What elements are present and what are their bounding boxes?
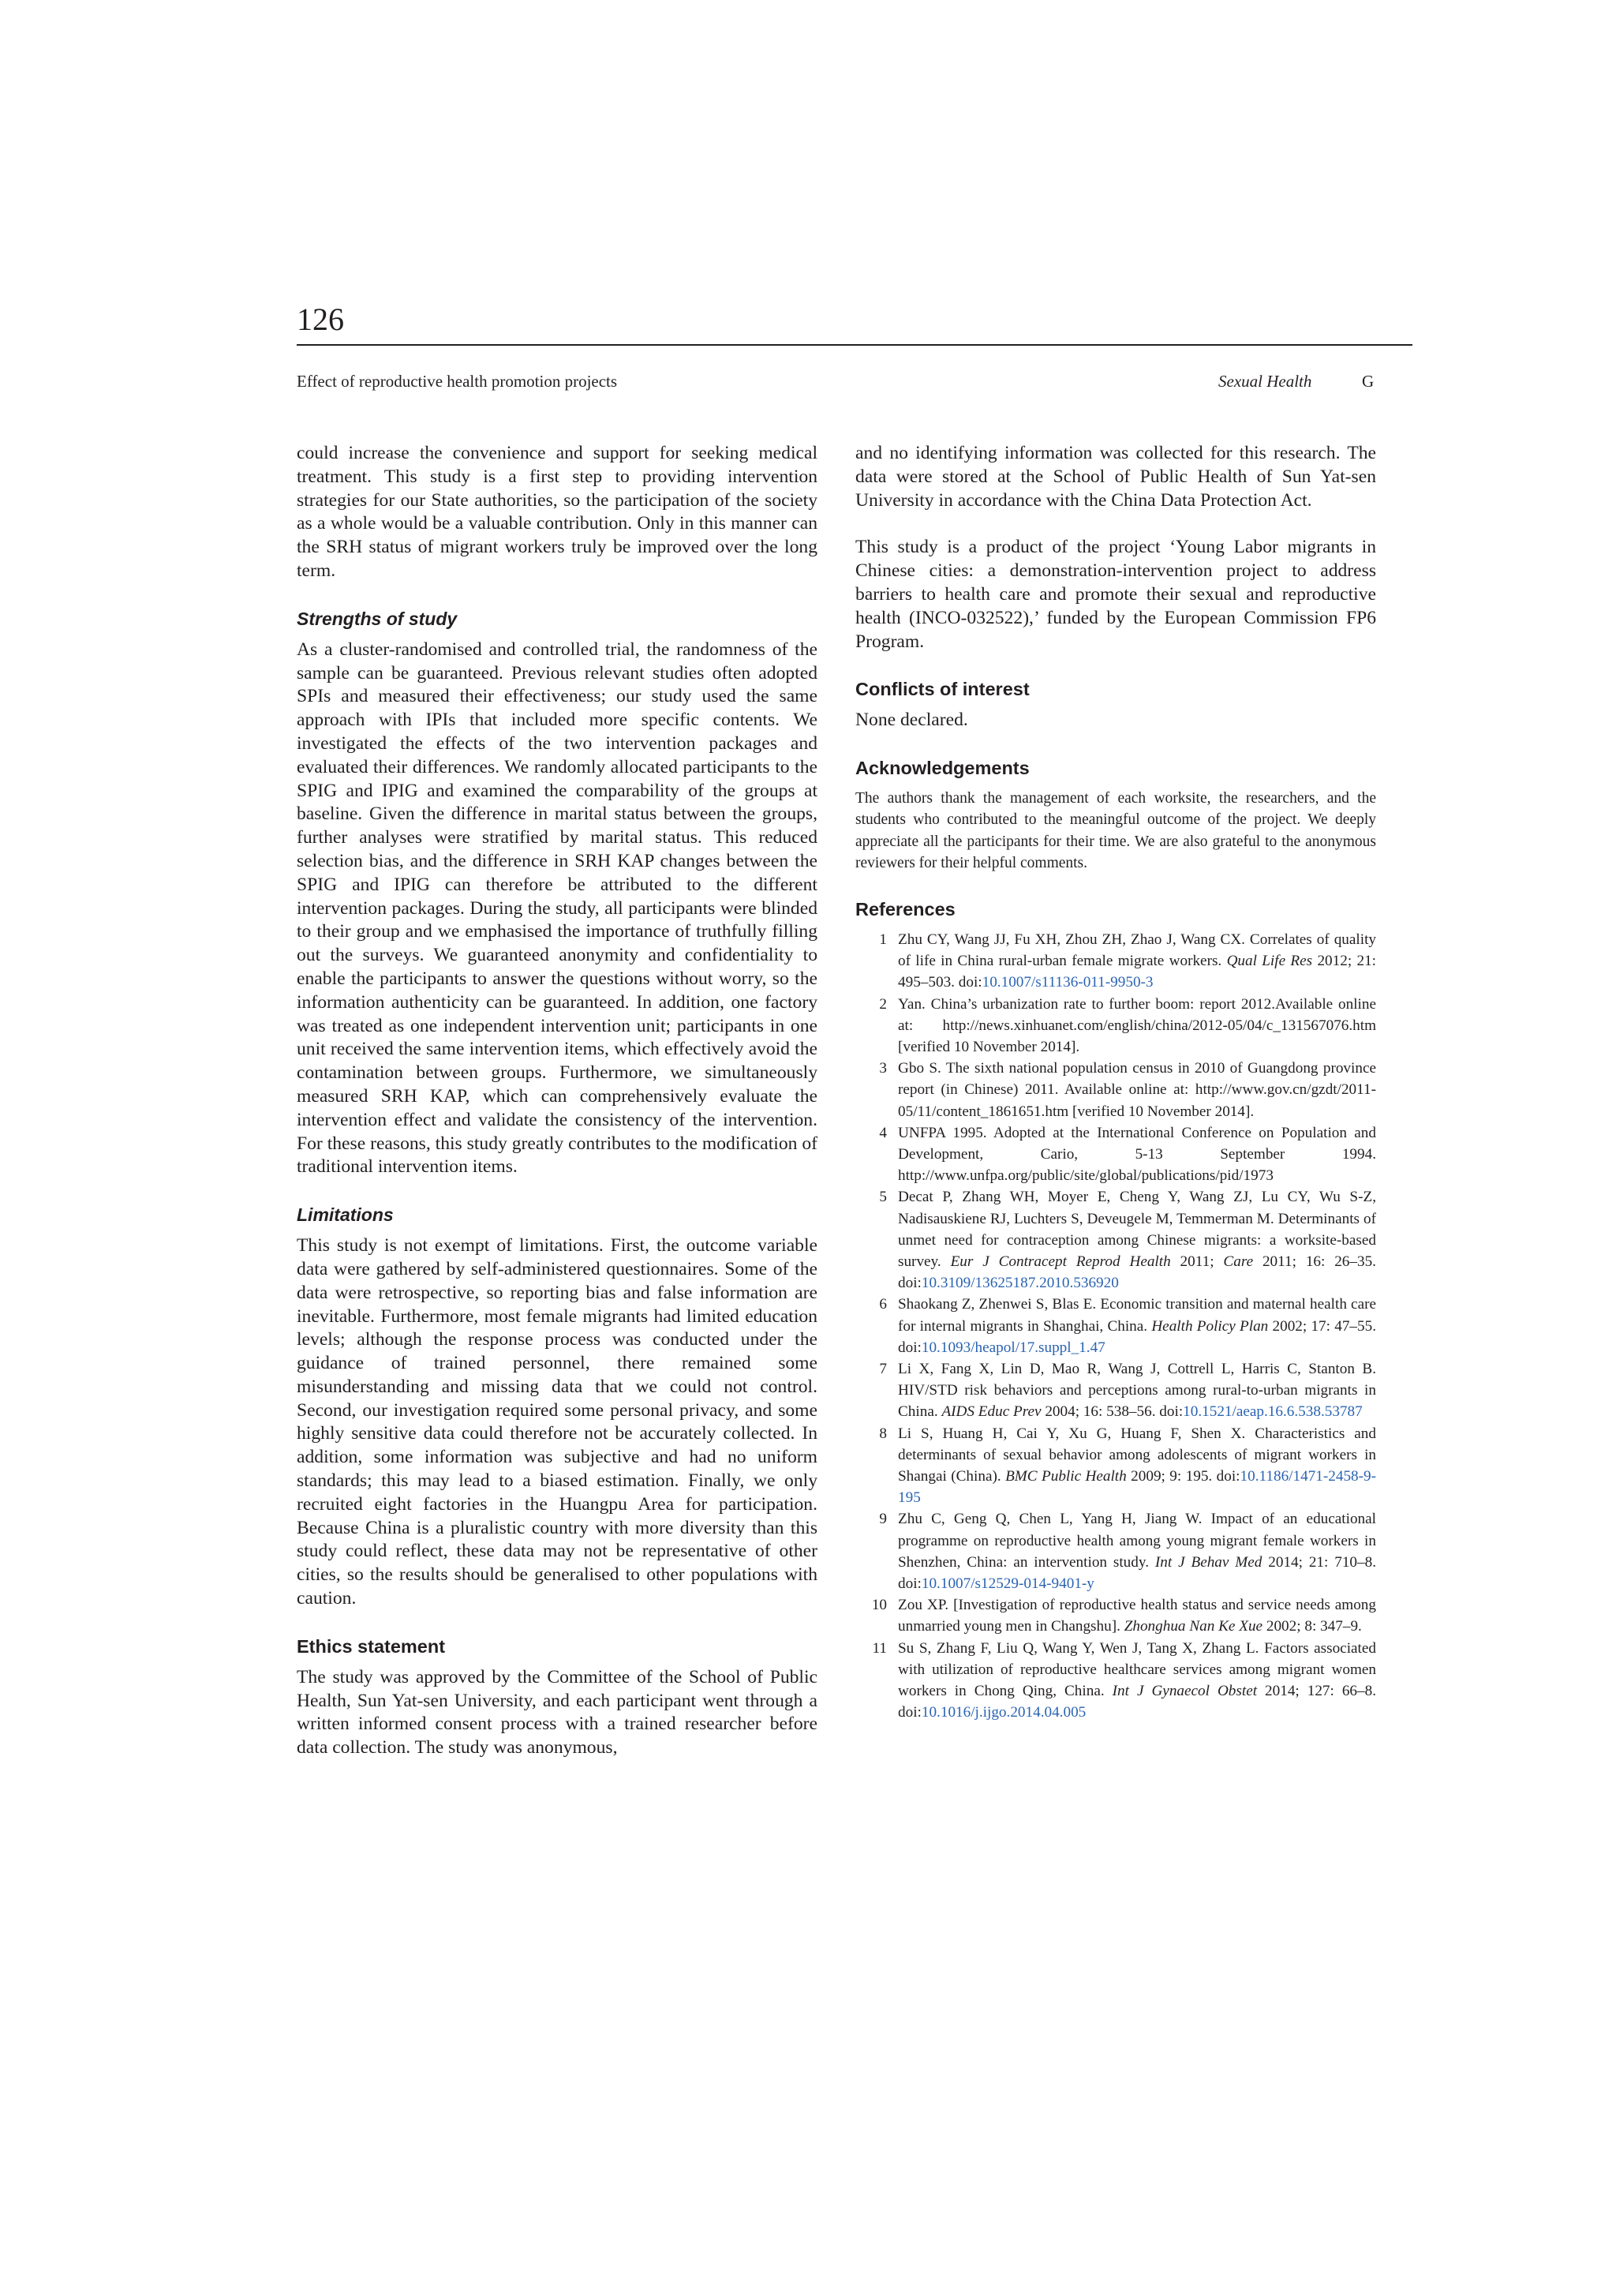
reference-item <box>855 1638 1376 1724</box>
reference-item <box>855 1186 1376 1294</box>
limitations-paragraph: This study is not exempt of limitations. First, the outcome variable data were gathered by self-administered questionnaires. Some of the data were retrospective, so reporting bias and false information are inevitable. Furthermore, most female migrants had limited education levels; although the response process was conducted under the guidance of trained personnel, there remained some misunderstanding and missing data that we could not control. Second, our investigation required some personal privacy, and some highly sensitive data could therefore not be accurately collected. In addition, some information was subjective and had no uniform standards; this may lead to a biased estimation. Finally, we only recruited eight factories in the Huangpu Area for participation. Because China is a pluralistic country with more diversity than this study could reflect, these data may not be representative of other cities, so the results should be generalised to other populations with caution. <box>297 1235 817 1609</box>
reference-text: Yan. China’s urbanization rate to further boom: report 2012.Available online at: http://news.xinhuanet.com/english/china/2012-05/04/c_131567076.htm [verified 10 November 2014]. <box>898 995 1376 1055</box>
reference-text: Li S, Huang H, Cai Y, Xu G, Huang F, Shen X. Characteristics and determinants of sexual behavior among adolescents of migrant workers in Shangai (China). <box>898 1425 1376 1485</box>
reference-number: 8 <box>879 1425 887 1442</box>
acknowledgements-text: The authors thank the management of each worksite, the researchers, and the students who contributed to the meaningful outcome of the project. We deeply appreciate all the participants for their time. We are also grateful to the anonymous reviewers for their helpful comments. <box>855 790 1376 871</box>
reference-details: 2011; 16: 26–35. doi: <box>898 1253 1376 1292</box>
reference-list <box>855 929 1376 1724</box>
left-column <box>297 442 817 1760</box>
reference-number: 11 <box>872 1639 887 1657</box>
reference-journal: Int J Gynaecol Obstet <box>1112 1683 1258 1700</box>
reference-details: 2012; 21: 495–503. doi: <box>898 953 1377 991</box>
page-number: 126 <box>297 302 344 337</box>
reference-number: 7 <box>879 1361 887 1378</box>
running-head <box>297 369 1412 395</box>
reference-item <box>855 1058 1376 1122</box>
reference-journal: Zhonghua Nan Ke Xue <box>1124 1618 1263 1635</box>
reference-journal: Health Policy Plan <box>1151 1317 1269 1335</box>
reference-text: Shaokang Z, Zhenwei S, Blas E. Economic transition and maternal health care for internal migrants in Shanghai, China. <box>898 1296 1376 1335</box>
reference-journal: BMC Public Health <box>1005 1468 1127 1485</box>
reference-doi-link[interactable]: 10.1093/heapol/17.suppl_1.47 <box>921 1339 1105 1356</box>
reference-details: 2014; 127: 66–8. doi: <box>898 1683 1376 1721</box>
reference-number: 6 <box>879 1296 887 1313</box>
conflicts-heading: Conflicts of interest <box>855 679 1030 700</box>
strengths-paragraph: As a cluster-randomised and controlled trial, the randomness of the sample can be guaranteed. Previous relevant studies often adopted SPIs and measured their effectiveness; our study used the same approach with IPIs that included more specific contents. We investigated the effects of the two intervention packages and evaluated their differences. We randomly allocated participants to the SPIG and IPIG and examined the comparability of the groups at baseline. Given the difference in marital status between the groups, further analyses were stratified by marital status. This reduced selection bias, and the difference in SRH KAP changes between the SPIG and IPIG can therefore be attributed to the different intervention packages. During the study, all participants were blinded to their group and we emphasised the importance of truthfully filling out the surveys. We guaranteed anonymity and confidentiality to enable the participants to answer the questions without worry, so the information authenticity can be guaranteed. In addition, one factory was treated as one independent intervention unit; participants in one unit received the same intervention items, which effectively avoid the contamination between groups. Furthermore, we simultaneously measured SRH KAP, which can comprehensively evaluate the intervention effect and validate the consistency of the intervention. For these reasons, this study greatly contributes to the modification of traditional intervention items. <box>297 639 817 1178</box>
reference-number: 10 <box>871 1597 887 1614</box>
reference-journal: Care <box>1223 1253 1254 1271</box>
intro-paragraph: could increase the convenience and support for seeking medical treatment. This study is a first step to providing intervention strategies for our State authorities, so the participation of the society as a whole would be a valuable contribution. Only in this manner can the SRH status of migrant workers truly be improved over the long term. <box>297 443 817 581</box>
funding-paragraph: This study is a product of the project ‘Young Labor migrants in Chinese cities: a demonstration-intervention project to address barriers to health care and promote their sexual and reproductive health (INCO-032522),’ funded by the European Commission FP6 Program. <box>855 537 1376 652</box>
reference-item <box>855 1508 1376 1594</box>
reference-text: Zhu C, Geng Q, Chen L, Yang H, Jiang W. Impact of an educational programme on reproductive health among young migrant female workers in Shenzhen, China: an intervention study. <box>898 1511 1376 1571</box>
reference-item <box>855 1594 1376 1637</box>
reference-text: Gbo S. The sixth national population census in 2010 of Guangdong province report (in Chinese) 2011. Available online at: http://www.gov.cn/gzdt/2011-05/11/content_1861651.htm [verified 10 November 2014]. <box>898 1060 1376 1120</box>
reference-text: Li X, Fang X, Lin D, Mao R, Wang J, Cottrell L, Harris C, Stanton B. HIV/STD risk behaviors and perceptions among rural-to-urban migrants in China. <box>898 1361 1376 1421</box>
ethics-heading: Ethics statement <box>297 1635 446 1657</box>
reference-details: 2002; 17: 47–55. doi: <box>898 1317 1376 1356</box>
reference-doi-link[interactable]: 10.1521/aeap.16.6.538.53787 <box>1183 1403 1363 1421</box>
reference-item <box>855 1423 1376 1509</box>
reference-doi-link[interactable]: 10.1016/j.ijgo.2014.04.005 <box>921 1704 1087 1721</box>
conflicts-text: None declared. <box>855 710 968 731</box>
reference-text: Su S, Zhang F, Liu Q, Wang Y, Wen J, Tang X, Zhang L. Factors associated with utilization of reproductive healthcare services among migrant women workers in Chong Qing, China. <box>898 1639 1376 1700</box>
reference-text: Decat P, Zhang WH, Moyer E, Cheng Y, Wang ZJ, Lu CY, Wu S-Z, Nadisauskiene RJ, Luchters S, Deveugele M, Temmerman M. Determinants of unmet need for contraception among Chinese migrants: a worksite-based survey. <box>898 1189 1376 1271</box>
reference-journal: Int J Behav Med <box>1154 1553 1262 1571</box>
reference-number: 5 <box>879 1189 887 1206</box>
reference-details: 2002; 8: 347–9. <box>1262 1618 1362 1635</box>
reference-details: 2004; 16: 538–56. doi: <box>1041 1403 1184 1421</box>
right-column <box>855 442 1376 1724</box>
reference-number: 3 <box>879 1060 887 1077</box>
reference-item <box>855 994 1376 1058</box>
reference-text: Zhu CY, Wang JJ, Fu XH, Zhou ZH, Zhao J, Wang CX. Correlates of quality of life in China rural-urban female migrate workers. <box>898 931 1376 970</box>
ethics-paragraph: The study was approved by the Committee of the School of Public Health, Sun Yat-sen University, and each participant went through a written informed consent process with a trained researcher before data collection. The study was anonymous, <box>297 1666 817 1759</box>
reference-details: 2014; 21: 710–8. doi: <box>898 1553 1377 1593</box>
acknowledgements-heading: Acknowledgements <box>855 758 1030 779</box>
reference-details: 2009; 9: 195. doi: <box>1126 1468 1240 1485</box>
ethics-continued-paragraph: and no identifying information was collected for this research. The data were stored at the School of Public Health of Sun Yat-sen University in accordance with the China Data Protection Act. <box>855 443 1376 511</box>
reference-doi-link[interactable]: 10.3109/13625187.2010.536920 <box>921 1275 1119 1292</box>
reference-number: 9 <box>879 1511 887 1528</box>
reference-text: UNFPA 1995. Adopted at the International Conference on Population and Development, Cario, 5-13 September 1994. http://www.unfpa.org/public/site/global/publications/pid/1973 <box>898 1124 1376 1185</box>
reference-number: 1 <box>879 931 887 948</box>
reference-journal: Qual Life Res <box>1226 953 1313 970</box>
reference-journal: AIDS Educ Prev <box>941 1403 1042 1421</box>
reference-doi-link[interactable]: 10.1007/s11136-011-9950-3 <box>982 974 1154 991</box>
reference-number: 2 <box>879 995 887 1013</box>
reference-item <box>855 929 1376 994</box>
reference-journal: Eur J Contracept Reprod Health <box>950 1253 1171 1271</box>
reference-text: Zou XP. [Investigation of reproductive health status and service needs among unmarried young men in Changshu]. <box>898 1597 1376 1635</box>
reference-item <box>855 1294 1376 1358</box>
strengths-heading: Strengths of study <box>297 608 458 629</box>
reference-item <box>855 1122 1376 1187</box>
reference-details: 2011; <box>1170 1253 1224 1271</box>
reference-number: 4 <box>879 1124 887 1141</box>
header-rule <box>297 344 1412 346</box>
references-heading: References <box>855 898 956 920</box>
reference-doi-link[interactable]: 10.1186/1471-2458-9-195 <box>898 1468 1377 1507</box>
running-title: Effect of reproductive health promotion projects <box>297 372 618 391</box>
limitations-heading: Limitations <box>297 1204 394 1226</box>
reference-item <box>855 1358 1376 1423</box>
reference-doi-link[interactable]: 10.1007/s12529-014-9401-y <box>921 1575 1094 1593</box>
journal-letter: G <box>1362 372 1375 391</box>
journal-name: Sexual Health <box>1218 372 1312 391</box>
